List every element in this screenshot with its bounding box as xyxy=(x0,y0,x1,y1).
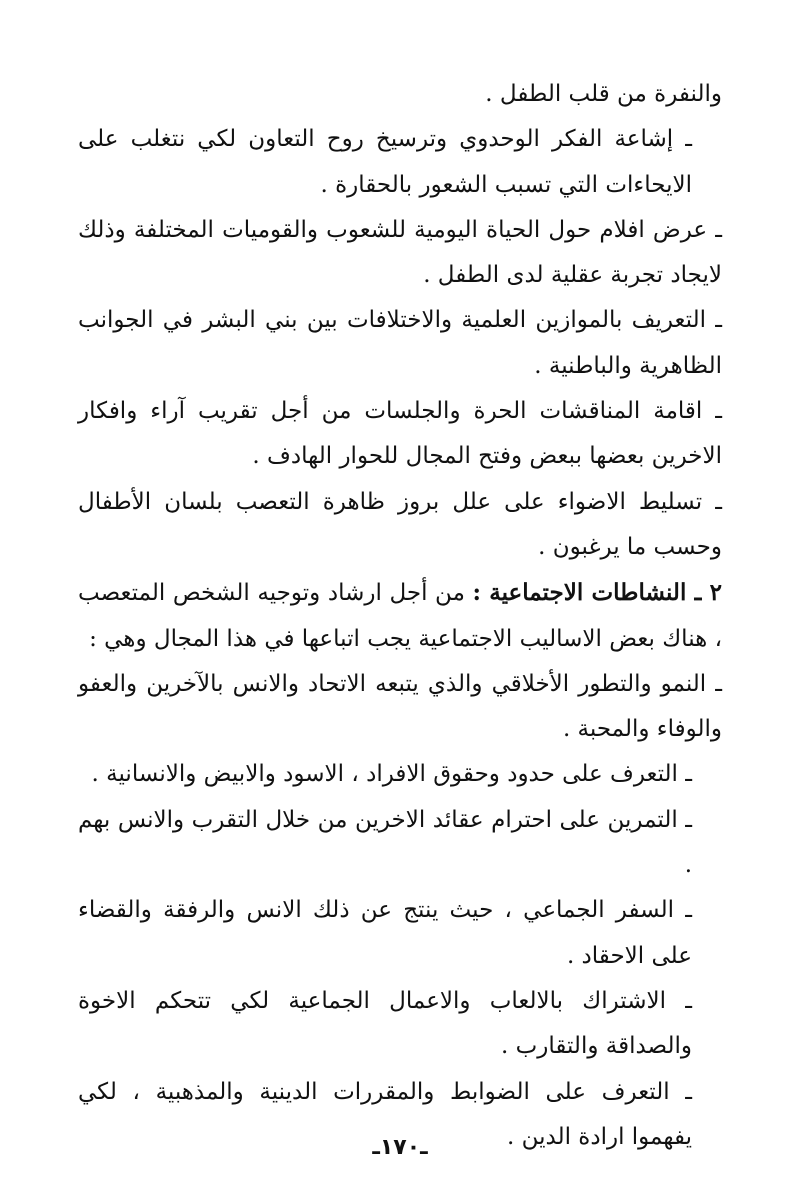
section-body: من أجل ارشاد وتوجيه الشخص المتعصب ، هناك بعض الاساليب الاجتماعية يجب اتباعها في هذا المجال وهي : xyxy=(78,580,722,652)
list-item: ـ الاشتراك بالالعاب والاعمال الجماعية لكي تتحكم الاخوة والصداقة والتقارب . xyxy=(78,987,692,1060)
list-item: ـ اقامة المناقشات الحرة والجلسات من أجل تقريب آراء وافكار الاخرين بعضها ببعض وفتح المجال للحوار الهادف . xyxy=(78,398,722,470)
list-item: ـ السفر الجماعي ، حيث ينتج عن ذلك الانس والرفقة والقضاء على الاحقاد . xyxy=(78,897,692,969)
section-paragraph xyxy=(78,570,722,662)
page-number: ـ١٧٠ـ xyxy=(372,1135,428,1160)
page-body xyxy=(78,72,722,1160)
list-item: ـ إشاعة الفكر الوحدوي وترسيخ روح التعاون لكي نتغلب على الايحاءات التي تسبب الشعور بالحقارة . xyxy=(78,126,692,198)
list-item: ـ تسليط الاضواء على علل بروز ظاهرة التعصب بلسان الأطفال وحسب ما يرغبون . xyxy=(78,488,722,560)
list-item: ـ التعرف على حدود وحقوق الافراد ، الاسود والابيض والانسانية . xyxy=(91,761,692,788)
list-item: ـ التعرف على الضوابط والمقررات الدينية والمذهبية ، لكي يفهموا ارادة الدين . xyxy=(78,1078,692,1150)
section-heading: ٢ ـ النشاطات الاجتماعية : xyxy=(472,579,722,607)
list-item: ـ التعريف بالموازين العلمية والاختلافات بين بني البشر في الجوانب الظاهرية والباطنية . xyxy=(78,307,722,379)
paragraph: والنفرة من قلب الطفل . xyxy=(485,81,722,107)
list-item: ـ النمو والتطور الأخلاقي والذي يتبعه الاتحاد والانس بالآخرين والعفو والوفاء والمحبة . xyxy=(78,670,722,743)
list-item: ـ عرض افلام حول الحياة اليومية للشعوب والقوميات المختلفة وذلك لايجاد تجربة عقلية لدى الطفل . xyxy=(78,216,722,289)
list-item: ـ التمرين على احترام عقائد الاخرين من خلال التقرب والانس بهم . xyxy=(78,806,692,879)
